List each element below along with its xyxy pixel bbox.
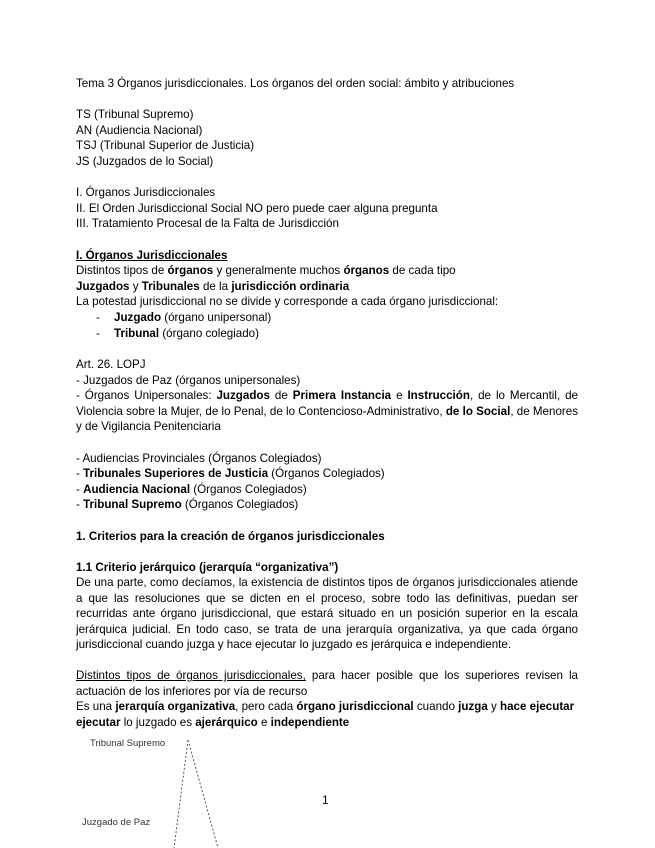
abbreviation-tsj: TSJ (Tribunal Superior de Justicia): [76, 139, 255, 152]
section-heading-organos: I. Órganos Jurisdiccionales: [76, 249, 228, 262]
jerarquia-organizativa-line: Es una jerarquía organizativa, pero cada órgano jurisdiccional cuando juzga y hace ejecutar: [76, 700, 575, 713]
lopj-organos-unipersonales: - Órganos Unipersonales: Juzgados de Primera Instancia e Instrucción, de lo Mercantil, de Violencia sobre la Mujer, de lo Penal, de lo Contencioso-Administrativo, de lo Social, de Menores y de Vigilancia Penitenciaria: [76, 389, 579, 434]
distintos-tipos-paragraph: Distintos tipos de órganos jurisdiccionales, para hacer posible que los superiores revisen la actuación de los inferiores por vía de recurso: [76, 669, 578, 698]
potestad-line: La potestad jurisdiccional no se divide y corresponde a cada órgano jurisdiccional:: [76, 295, 499, 308]
pyramid-top-label: Tribunal Supremo: [90, 738, 166, 749]
ajerarquico-line: ejecutar lo juzgado es ajerárquico e independiente: [76, 716, 350, 729]
document-title: Tema 3 Órganos jurisdiccionales. Los órganos del orden social: ámbito y atribuciones: [76, 77, 515, 90]
criterio-jerarquico-heading: 1.1 Criterio jerárquico (jerarquía “organizativa”): [76, 561, 339, 574]
outline-item-2: II. El Orden Jurisdiccional Social NO pero puede caer alguna pregunta: [76, 202, 438, 215]
organos-tipos-line: Distintos tipos de órganos y generalmente muchos órganos de cada tipo: [76, 264, 456, 277]
pyramid-bottom-label: Juzgado de Paz: [82, 817, 151, 828]
hierarchy-pyramid-diagram: [80, 736, 260, 848]
lopj-tsj: - Tribunales Superiores de Justicia (Órganos Colegiados): [76, 467, 385, 480]
pyramid-shape: [80, 736, 260, 848]
abbreviation-ts: TS (Tribunal Supremo): [76, 108, 194, 121]
abbreviation-an: AN (Audiencia Nacional): [76, 124, 203, 137]
criterio-jerarquico-paragraph: De una parte, como decíamos, la existencia de distintos tipos de órganos jurisdiccionales atiende a que las resoluciones que se dicten en el proceso, sobre todo las definitivas, puedan ser recurridas ante órgano jurisdiccional, que estará situado en un posición superior en la escala jerárquica judicial. En todo caso, se trata de una jerarquía organizativa, ya que cada órgano jurisdiccional cuando juzga y hace ejecutar lo juzgado es jerárquica e independiente.: [76, 576, 578, 652]
abbreviation-js: JS (Juzgados de lo Social): [76, 155, 214, 168]
lopj-juzgados-paz: - Juzgados de Paz (órganos unipersonales): [76, 374, 301, 387]
lopj-heading: Art. 26. LOPJ: [76, 358, 146, 371]
lopj-audiencias-provinciales: - Audiencias Provinciales (Órganos Colegiados): [76, 452, 322, 465]
lopj-tribunal-supremo: - Tribunal Supremo (Órganos Colegiados): [76, 498, 299, 511]
outline-item-1: I. Órganos Jurisdiccionales: [76, 186, 216, 199]
lopj-audiencia-nacional: - Audiencia Nacional (Órganos Colegiados): [76, 483, 307, 496]
juzgados-tribunales-line: Juzgados y Tribunales de la jurisdicción ordinaria: [76, 280, 350, 293]
page-number: 1: [322, 793, 329, 807]
outline-item-3: III. Tratamiento Procesal de la Falta de Jurisdicción: [76, 217, 339, 230]
criterios-heading: 1. Criterios para la creación de órganos jurisdiccionales: [76, 530, 385, 543]
